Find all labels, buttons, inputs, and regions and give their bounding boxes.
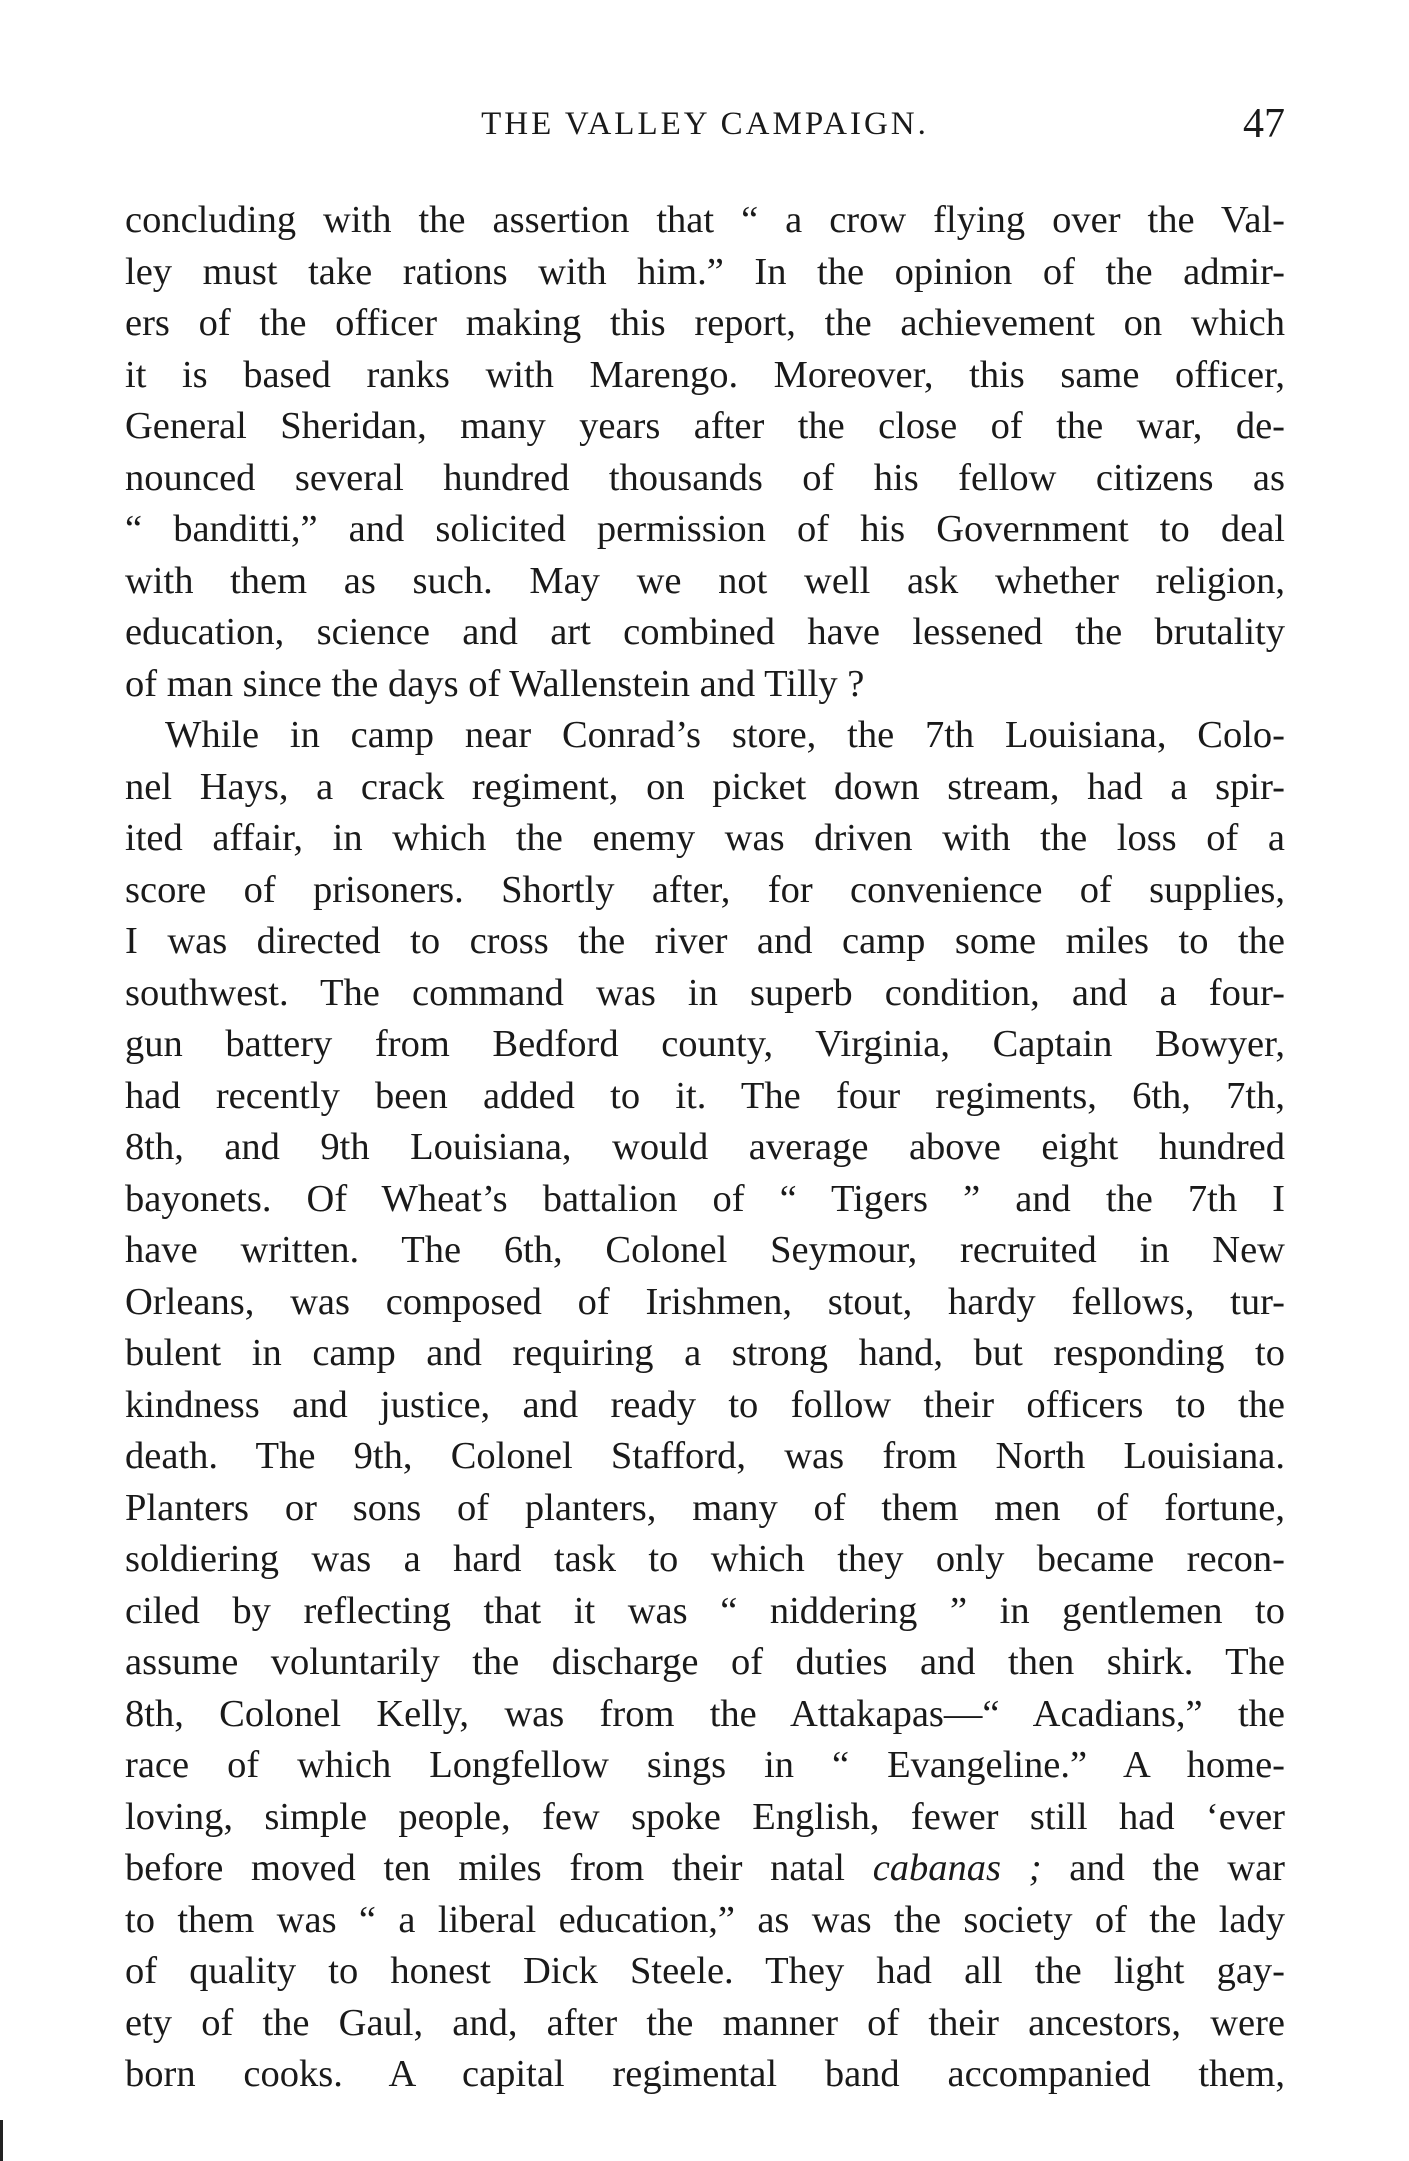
text-line: ers of the officer making this report, the achievement on which xyxy=(125,302,1285,344)
text-line: Planters or sons of planters, many of them men of fortune, xyxy=(125,1486,1285,1529)
running-title: THE VALLEY CAMPAIGN. xyxy=(481,106,929,142)
text-line: soldiering was a hard task to which they only became recon- xyxy=(125,1538,1285,1580)
text-line: I was directed to cross the river and camp some miles to the xyxy=(125,920,1285,962)
body-text xyxy=(125,195,1285,2101)
text-line: “ banditti,” and solicited permission of his Government to deal xyxy=(125,508,1285,550)
paragraph-1 xyxy=(125,195,1285,710)
text-line: nounced several hundred thousands of his fellow citizens as xyxy=(125,456,1285,499)
text-line: ley must take rations with him.” In the opinion of the admir- xyxy=(125,250,1285,293)
text-line: ety of the Gaul, and, after the manner of their ancestors, were xyxy=(125,2001,1285,2044)
text-line: loving, simple people, few spoke English, fewer still had ‘ever xyxy=(125,1795,1285,1838)
text-line: born cooks. A capital regimental band accompanied them, xyxy=(125,2053,1285,2095)
text-line: concluding with the assertion that “ a crow flying over the Val- xyxy=(125,199,1285,241)
text-line: had recently been added to it. The four regiments, 6th, 7th, xyxy=(125,1074,1285,1117)
text-line: ciled by reflecting that it was “ niddering ” in gentlemen to xyxy=(125,1589,1285,1632)
paragraph-2 xyxy=(125,710,1285,2101)
text-line: southwest. The command was in superb condition, and a four- xyxy=(125,971,1285,1014)
text-line: General Sheridan, many years after the close of the war, de- xyxy=(125,405,1285,447)
text-segment: and the war xyxy=(1041,1847,1285,1889)
text-line: education, science and art combined have lessened the brutality xyxy=(125,611,1285,653)
text-segment: before moved ten miles from their natal xyxy=(125,1847,873,1889)
text-line: bayonets. Of Wheat’s battalion of “ Tigers ” and the 7th I xyxy=(125,1177,1285,1220)
text-line: with them as such. May we not well ask whether religion, xyxy=(125,559,1285,602)
text-line: 8th, and 9th Louisiana, would average above eight hundred xyxy=(125,1126,1285,1168)
text-line: kindness and justice, and ready to follow their officers to the xyxy=(125,1383,1285,1426)
book-page xyxy=(125,100,1285,2101)
page-header xyxy=(125,100,1285,160)
page-number: 47 xyxy=(1243,101,1285,147)
italic-word: cabanas ; xyxy=(872,1847,1042,1889)
text-line: nel Hays, a crack regiment, on picket down stream, had a spir- xyxy=(125,765,1285,808)
text-line: score of prisoners. Shortly after, for convenience of supplies, xyxy=(125,868,1285,911)
scan-edge-mark xyxy=(0,2120,3,2161)
text-line: of quality to honest Dick Steele. They had all the light gay- xyxy=(125,1950,1285,1992)
text-line: it is based ranks with Marengo. Moreover, this same officer, xyxy=(125,353,1285,396)
text-line: of man since the days of Wallenstein and Tilly ? xyxy=(125,662,865,705)
text-line: race of which Longfellow sings in “ Evangeline.” A home- xyxy=(125,1744,1285,1786)
text-line-with-italic xyxy=(125,1843,1285,1895)
text-line: ited affair, in which the enemy was driven with the loss of a xyxy=(125,817,1285,859)
text-line: bulent in camp and requiring a strong hand, but responding to xyxy=(125,1332,1285,1374)
text-line: assume voluntarily the discharge of duties and then shirk. The xyxy=(125,1641,1285,1683)
text-line: 8th, Colonel Kelly, was from the Attakapas—“ Acadians,” the xyxy=(125,1692,1285,1735)
text-line: gun battery from Bedford county, Virginia, Captain Bowyer, xyxy=(125,1023,1285,1065)
text-line: Orleans, was composed of Irishmen, stout, hardy fellows, tur- xyxy=(125,1280,1285,1323)
text-line: While in camp near Conrad’s store, the 7th Louisiana, Colo- xyxy=(165,714,1285,756)
text-line: to them was “ a liberal education,” as was the society of the lady xyxy=(125,1898,1285,1941)
text-line: have written. The 6th, Colonel Seymour, recruited in New xyxy=(125,1229,1285,1271)
text-line: death. The 9th, Colonel Stafford, was from North Louisiana. xyxy=(125,1435,1285,1477)
